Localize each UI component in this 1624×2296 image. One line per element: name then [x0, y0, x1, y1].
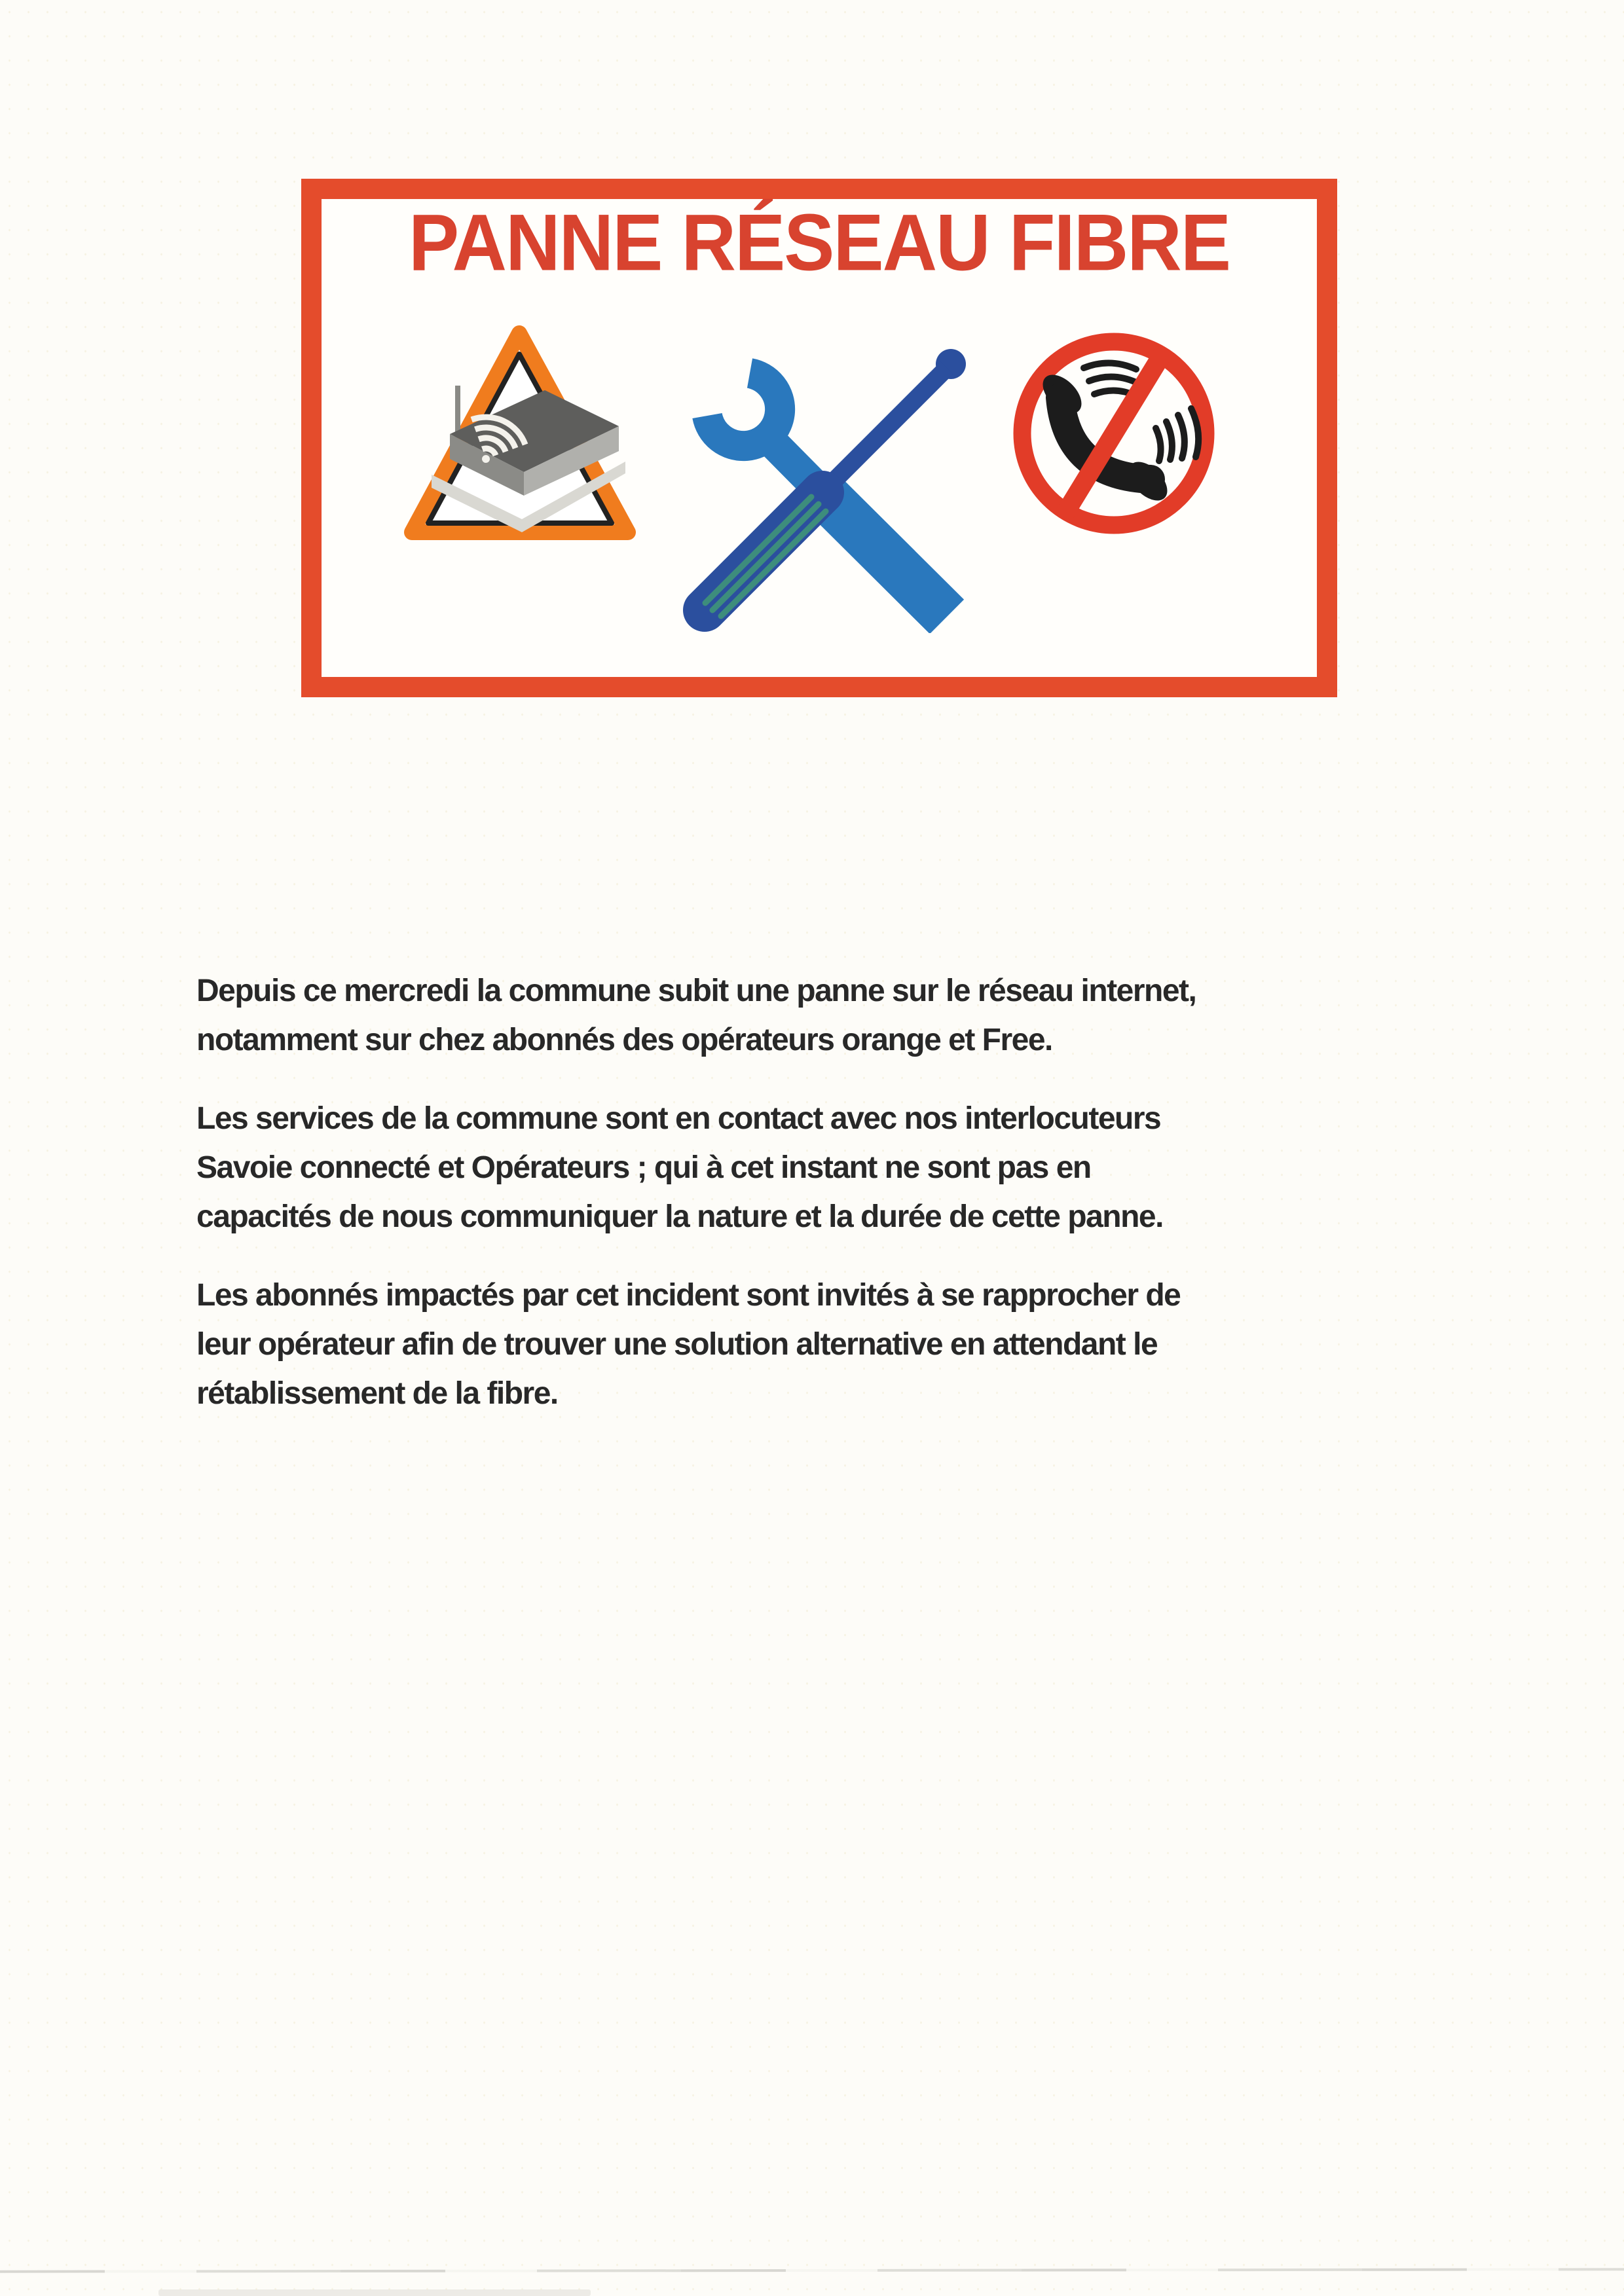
text-line: Les services de la commune sont en contact avec nos interlocuteurs	[196, 1101, 1161, 1136]
notice-text	[196, 966, 1349, 1448]
text-line: capacités de nous communiquer la nature et la durée de cette panne.	[196, 1199, 1163, 1234]
wrench-screwdriver-repair-icon	[673, 335, 968, 633]
paragraph-outage	[196, 966, 1349, 1065]
paragraph-advice	[196, 1271, 1349, 1418]
text-line: leur opérateur afin de trouver une solution alternative en attendant le	[196, 1327, 1158, 1362]
fiber-outage-banner	[301, 179, 1337, 697]
text-line: Savoie connecté et Opérateurs ; qui à cet instant ne sont pas en	[196, 1150, 1091, 1185]
text-line: Les abonnés impactés par cet incident sont invités à se rapprocher de	[196, 1278, 1181, 1313]
scan-artifact-line	[0, 2268, 1624, 2272]
phone-service-unavailable-icon	[1006, 322, 1223, 546]
router-outage-warning-triangle-icon	[397, 323, 642, 545]
scan-artifact-strip	[158, 2289, 591, 2296]
text-line: Depuis ce mercredi la commune subit une panne sur le réseau internet,	[196, 974, 1196, 1008]
text-line: notamment sur chez abonnés des opérateurs orange et Free.	[196, 1023, 1052, 1057]
banner-title: PANNE RÉSEAU FIBRE	[408, 198, 1230, 288]
paragraph-services	[196, 1094, 1349, 1241]
text-line: rétablissement de la fibre.	[196, 1376, 558, 1411]
